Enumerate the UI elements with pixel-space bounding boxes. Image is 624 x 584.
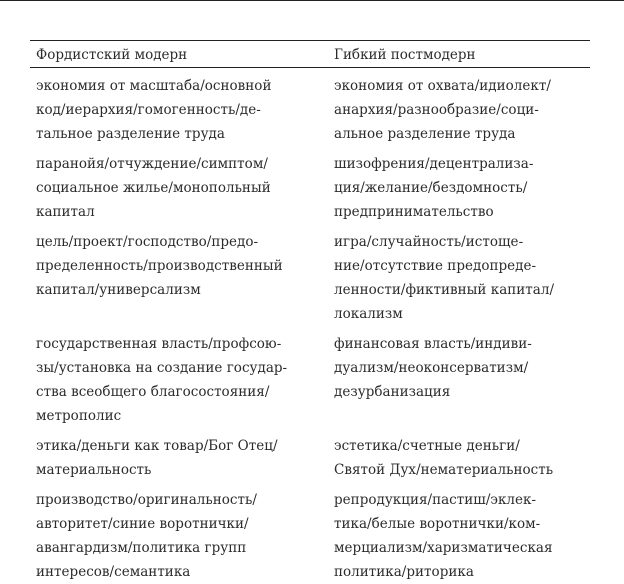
cell-text-line: зы/установка на создание государ- <box>36 360 288 376</box>
cell-text-line: государственная власть/профсою- <box>36 336 282 352</box>
header-fordist-modern: Фордистский модерн <box>36 47 188 63</box>
cell-text-line: интересов/семантика <box>36 564 191 580</box>
cell-fordist <box>30 230 328 326</box>
table-body <box>30 68 590 584</box>
header-cell-left <box>30 44 328 64</box>
cell-text-line: социальное жилье/монопольный <box>36 180 271 196</box>
cell-postmodern <box>328 152 590 224</box>
cell-text-line: финансовая власть/индиви- <box>334 336 532 352</box>
cell-text-line: капитал/универсализм <box>36 282 201 298</box>
cell-text-line: локализм <box>334 306 403 322</box>
header-flexible-postmodern: Гибкий постмодерн <box>334 47 476 63</box>
cell-text-line: паранойя/отчуждение/симптом/ <box>36 156 268 172</box>
cell-text-line: ние/отсутствие предопреде- <box>334 258 537 274</box>
cell-postmodern <box>328 434 590 482</box>
cell-text-line: предпринимательство <box>334 204 494 220</box>
cell-text-line: ленности/фиктивный капитал/ <box>334 282 555 298</box>
cell-postmodern <box>328 230 590 326</box>
cell-text-line: дуализм/неоконсерватизм/ <box>334 360 529 376</box>
cell-text-line: Святой Дух/нематериальность <box>334 462 554 478</box>
header-cell-right <box>328 44 590 64</box>
cell-text-line: политика/риторика <box>334 564 474 580</box>
cell-text-line: цель/проект/господство/предо- <box>36 234 259 250</box>
cell-postmodern <box>328 332 590 428</box>
cell-text-line: тика/белые воротнички/ком- <box>334 516 541 532</box>
comparison-table <box>30 40 590 584</box>
cell-text-line: метрополис <box>36 408 122 424</box>
table-row <box>30 428 590 482</box>
cell-text-line: авангардизм/политика групп <box>36 540 247 556</box>
cell-text-line: капитал <box>36 204 95 220</box>
cell-text-line: производство/оригинальность/ <box>36 492 257 508</box>
cell-text-line: код/иерархия/гомогенность/де- <box>36 102 261 118</box>
cell-text-line: шизофрения/децентрализа- <box>334 156 534 172</box>
cell-text-line: ция/желание/бездомность/ <box>334 180 528 196</box>
table-header-row <box>30 41 590 67</box>
table-row <box>30 482 590 584</box>
cell-text-line: материальность <box>36 462 152 478</box>
cell-postmodern <box>328 488 590 584</box>
page-top-rule <box>0 0 624 1</box>
cell-fordist <box>30 74 328 146</box>
cell-text-line: пределенность/производственный <box>36 258 283 274</box>
cell-text-line: репродукция/пастиш/эклек- <box>334 492 537 508</box>
cell-text-line: анархия/разнообразие/соци- <box>334 102 539 118</box>
cell-fordist <box>30 434 328 482</box>
cell-text-line: этика/деньги как товар/Бог Отец/ <box>36 438 278 454</box>
cell-text-line: тальное разделение труда <box>36 126 225 142</box>
table-row <box>30 224 590 326</box>
table-row <box>30 68 590 146</box>
cell-fordist <box>30 488 328 584</box>
table-row <box>30 146 590 224</box>
cell-text-line: мерциализм/харизматическая <box>334 540 553 556</box>
cell-text-line: ства всеобщего благосостояния/ <box>36 384 270 400</box>
table-row <box>30 326 590 428</box>
cell-text-line: экономия от масштаба/основной <box>36 78 272 94</box>
cell-text-line: авторитет/синие воротнички/ <box>36 516 249 532</box>
cell-postmodern <box>328 74 590 146</box>
cell-fordist <box>30 152 328 224</box>
cell-text-line: дезурбанизация <box>334 384 451 400</box>
cell-fordist <box>30 332 328 428</box>
cell-text-line: экономия от охвата/идиолект/ <box>334 78 551 94</box>
cell-text-line: альное разделение труда <box>334 126 516 142</box>
cell-text-line: эстетика/счетные деньги/ <box>334 438 520 454</box>
cell-text-line: игра/случайность/истоще- <box>334 234 524 250</box>
